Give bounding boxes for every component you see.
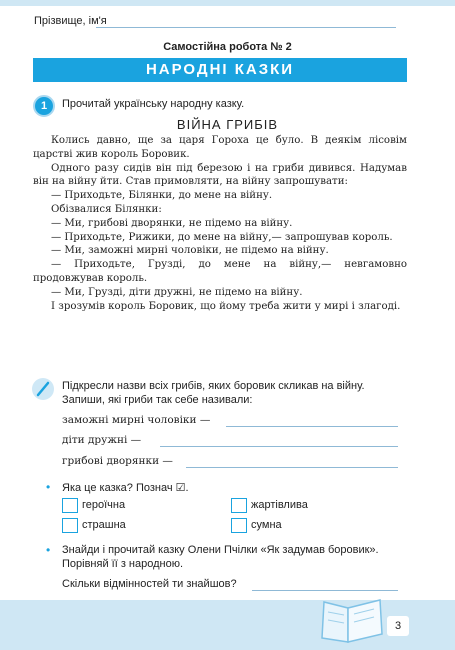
story-paragraph: Колись давно, ще за царя Гороха це було. В деякім лісовім царстві жив король Боровик.: [33, 135, 407, 160]
open-book-icon: [318, 598, 388, 644]
bullet-icon: •: [46, 480, 51, 494]
story-paragraph: — Приходьте, Груздi, до мене на війну,— невгамовно продовжував король.: [33, 259, 407, 284]
story-text: [33, 134, 407, 313]
answer-line[interactable]: [226, 426, 398, 427]
option-label: жартівлива: [251, 499, 308, 511]
task4-instruction: Знайди і прочитай казку Олени Пчілки «Як задумав боровик».: [62, 544, 379, 556]
story-paragraph: Обізвалися Білянки:: [51, 203, 162, 215]
story-paragraph: — Приходьте, Рижики, до мене на війну,— запрошував король.: [51, 231, 393, 243]
option-label: героїчна: [82, 499, 126, 511]
option-label: сумна: [251, 519, 282, 531]
work-title: Самостійна робота № 2: [163, 41, 292, 53]
name-input-line[interactable]: [96, 27, 396, 28]
pencil-icon: [32, 378, 54, 400]
answer-line[interactable]: [186, 467, 398, 468]
top-band: [0, 0, 455, 6]
option-label: страшна: [82, 519, 126, 531]
story-title: ВІЙНА ГРИБІВ: [176, 117, 279, 132]
story-paragraph: Одного разу сидів він під березою і на гриби дивився. Надумав він на війну йти. Став примовляти, на війну запрошувати:: [33, 162, 407, 188]
story-paragraph: І зрозумів король Боровик, що йому треба жити у мирі і злагоді.: [51, 300, 401, 312]
story-paragraph: — Ми, грибові дворянки, не підемо на війну.: [51, 217, 293, 229]
checkbox-humorous[interactable]: [231, 498, 247, 513]
checkbox-scary[interactable]: [62, 518, 78, 533]
story-paragraph: — Приходьте, Білянки, до мене на війну.: [51, 190, 273, 202]
checkbox-sad[interactable]: [231, 518, 247, 533]
task3-question: Яка це казка? Познач ☑.: [62, 482, 189, 494]
task1-instruction: Прочитай українську народну казку.: [62, 98, 245, 110]
answer-line[interactable]: [160, 446, 398, 447]
task-number-badge: 1: [33, 95, 55, 117]
task4-instruction-2: Порівняй її з народною.: [62, 558, 184, 570]
checkbox-heroic[interactable]: [62, 498, 78, 513]
fill-label: діти дружні —: [62, 434, 142, 446]
story-paragraph: — Ми, заможні мирні чоловіки, не підемо на війну.: [51, 245, 329, 257]
task2-instruction: Підкресли назви всіх грибів, яких боровик скликав на війну.: [62, 380, 365, 392]
section-banner: НАРОДНІ КАЗКИ: [33, 58, 407, 82]
page-number: 3: [387, 616, 409, 636]
task2-subinstruction: Запиши, які гриби так себе називали:: [62, 394, 253, 406]
task4-question: Скільки відмінностей ти знайшов?: [62, 578, 237, 590]
name-label: Прізвище, ім'я: [34, 15, 107, 27]
bullet-icon: •: [46, 543, 51, 557]
fill-label: грибові дворянки —: [62, 455, 173, 467]
fill-label: заможні мирні чоловіки —: [62, 414, 211, 426]
answer-line[interactable]: [252, 590, 398, 591]
story-paragraph: — Ми, Груздi, діти дружні, не підемо на війну.: [51, 286, 303, 298]
